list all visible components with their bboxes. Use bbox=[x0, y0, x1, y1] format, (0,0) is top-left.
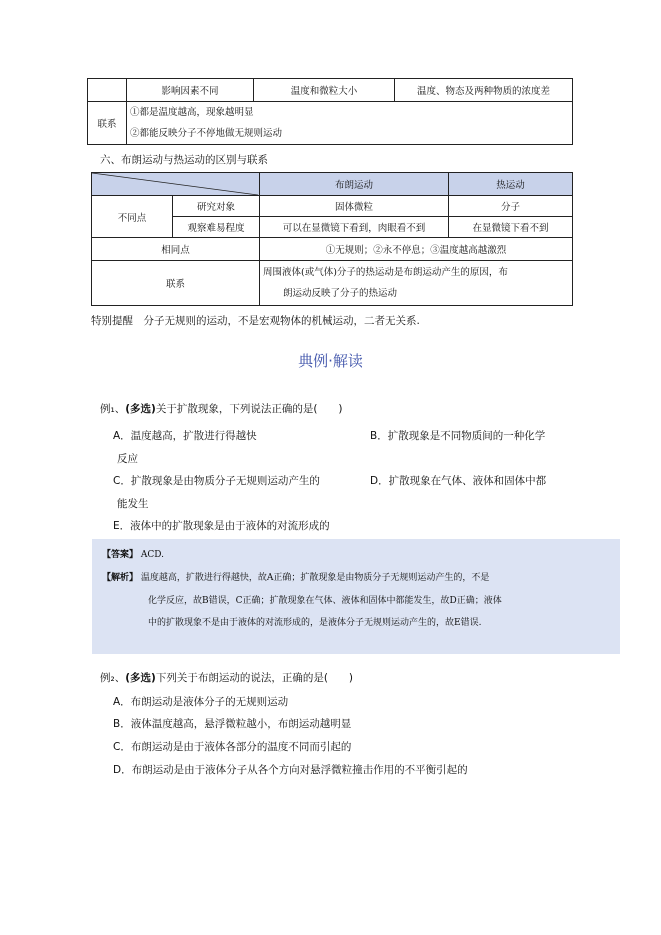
comparison-table-top bbox=[87, 78, 573, 145]
option-d: D．扩散现象在气体、液体和固体中都 bbox=[370, 475, 547, 487]
table-cell: 固体微粒 bbox=[260, 196, 449, 217]
table-cell: 联系 bbox=[88, 102, 127, 145]
table-cell: 观察难易程度 bbox=[173, 217, 260, 238]
table-cell: 研究对象 bbox=[173, 196, 260, 217]
option-b: B．液体温度越高，悬浮微粒越小，布朗运动越明显 bbox=[113, 718, 352, 730]
analysis-line: 中的扩散现象不是由于液体的对流形成的，是液体分子无规则运动产生的，故E错误. bbox=[148, 618, 482, 628]
link-line: 周围液体(或气体)分子的热运动是布朗运动产生的原因，布 bbox=[263, 267, 508, 278]
table-cell: 相同点 bbox=[92, 238, 260, 261]
example1-stem bbox=[100, 401, 343, 416]
link-line: ①都是温度越高，现象越明显 bbox=[130, 107, 254, 118]
diagonal-line bbox=[92, 173, 258, 195]
table-cell bbox=[260, 261, 573, 306]
table-cell: 联系 bbox=[92, 261, 260, 306]
option-d: D．布朗运动是由于液体分子从各个方向对悬浮微粒撞击作用的不平衡引起的 bbox=[113, 764, 468, 776]
table-row bbox=[88, 79, 573, 102]
table-cell: 不同点 bbox=[92, 196, 173, 238]
option-b: B．扩散现象是不同物质间的一种化学 bbox=[370, 430, 546, 442]
section-heading: 典例·解读 bbox=[298, 352, 363, 370]
option-a: A．温度越高，扩散进行得越快 bbox=[113, 430, 257, 442]
answer-value: ACD. bbox=[140, 550, 165, 560]
diagonal-header-cell bbox=[92, 173, 260, 196]
table-row bbox=[92, 173, 573, 196]
link-line: 朗运动反映了分子的热运动 bbox=[283, 288, 398, 299]
table-cell: 温度和微粒大小 bbox=[254, 79, 395, 102]
table-cell bbox=[88, 79, 127, 102]
table-cell bbox=[127, 102, 573, 145]
table-row bbox=[88, 102, 573, 145]
table-cell: ①无规则；②永不停息；③温度越高越激烈 bbox=[260, 238, 573, 261]
question-stem: 关于扩散现象，下列说法正确的是( ) bbox=[155, 403, 343, 415]
table-cell: 影响因素不同 bbox=[127, 79, 254, 102]
option-a: A．布朗运动是液体分子的无规则运动 bbox=[113, 696, 289, 708]
multi-choice-tag: (多选) bbox=[125, 672, 156, 684]
link-line: ②都能反映分子不停地做无规则运动 bbox=[130, 128, 283, 139]
option-c: C．布朗运动是由于液体各部分的温度不同而引起的 bbox=[113, 741, 352, 753]
brownian-thermal-table bbox=[91, 172, 573, 306]
answer-line bbox=[102, 547, 164, 560]
option-b-cont: 反应 bbox=[117, 453, 138, 465]
table-cell: 在显微镜下看不到 bbox=[449, 217, 573, 238]
table-cell: 分子 bbox=[449, 196, 573, 217]
option-c: C．扩散现象是由物质分子无规则运动产生的 bbox=[113, 475, 320, 487]
table-cell: 温度、物态及两种物质的浓度差 bbox=[395, 79, 573, 102]
example-number: 例₂、 bbox=[100, 672, 126, 684]
analysis-label: 【解析】 bbox=[102, 573, 139, 583]
section-title: 六、布朗运动与热运动的区别与联系 bbox=[100, 154, 268, 166]
option-e: E．液体中的扩散现象是由于液体的对流形成的 bbox=[113, 520, 330, 532]
table-header: 热运动 bbox=[449, 173, 573, 196]
table-row bbox=[92, 261, 573, 306]
table-row bbox=[92, 196, 573, 217]
table-header: 布朗运动 bbox=[260, 173, 449, 196]
table-cell: 可以在显微镜下看到，肉眼看不到 bbox=[260, 217, 449, 238]
option-d-cont: 能发生 bbox=[117, 498, 149, 510]
answer-label: 【答案】 bbox=[102, 550, 139, 560]
multi-choice-tag: (多选) bbox=[125, 403, 156, 415]
table-row bbox=[92, 238, 573, 261]
analysis-text: 温度越高，扩散进行得越快，故A正确；扩散现象是由物质分子无规则运动产生的，不是 bbox=[140, 573, 490, 583]
analysis-line: 化学反应，故B错误，C正确；扩散现象在气体、液体和固体中都能发生，故D正确；液体 bbox=[148, 596, 502, 606]
example-number: 例₁、 bbox=[100, 403, 126, 415]
analysis-line bbox=[102, 570, 489, 583]
example2-stem bbox=[100, 670, 353, 685]
special-note: 特别提醒 分子无规则的运动，不是宏观物体的机械运动，二者无关系. bbox=[91, 315, 420, 327]
question-stem: 下列关于布朗运动的说法，正确的是( ) bbox=[155, 672, 354, 684]
